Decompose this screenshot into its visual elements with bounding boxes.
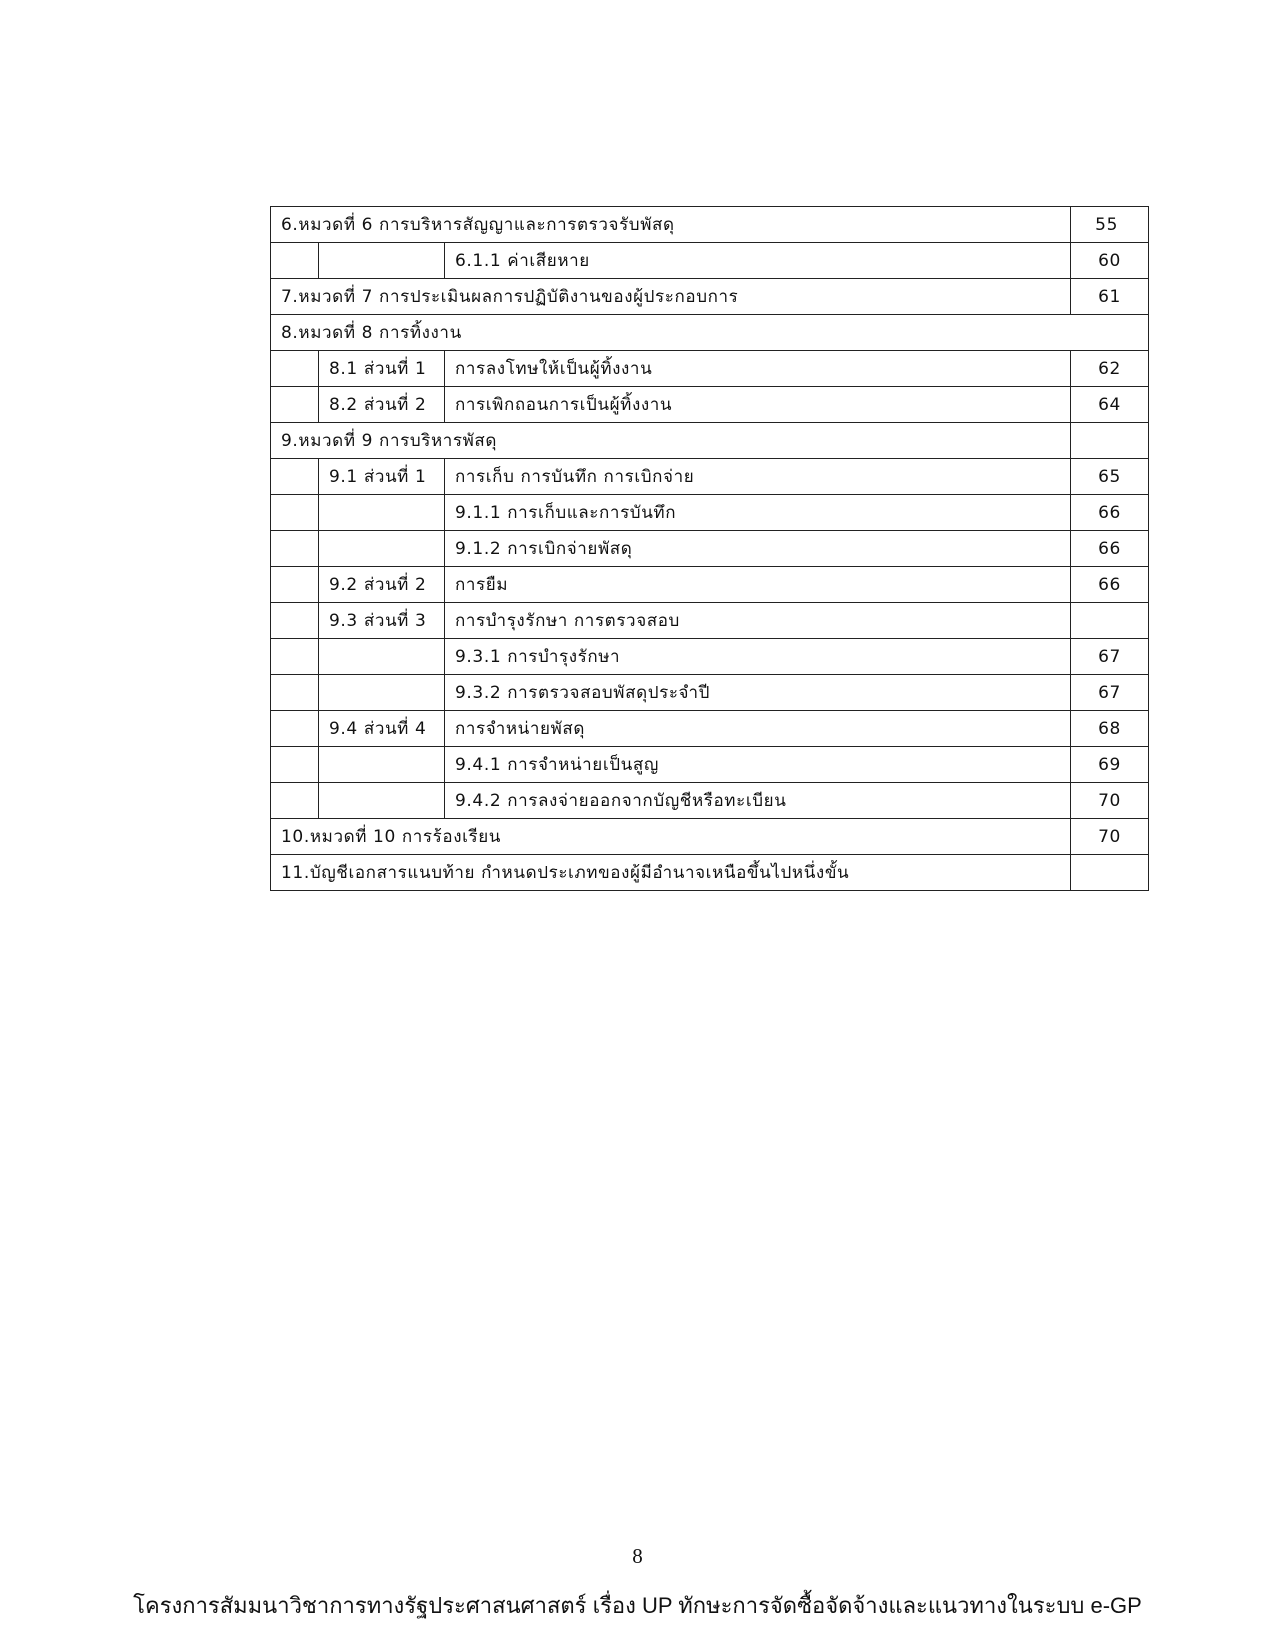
- toc-row: [271, 351, 1149, 387]
- indent-cell: [271, 603, 319, 639]
- page-ref: 67: [1071, 639, 1149, 675]
- indent-cell: [271, 675, 319, 711]
- toc-row: [271, 603, 1149, 639]
- entry-title: 9.4.2 การลงจ่ายออกจากบัญชีหรือทะเบียน: [445, 783, 1071, 819]
- toc-row: [271, 279, 1149, 315]
- part-cell: [319, 243, 445, 279]
- page-ref: 61: [1071, 279, 1149, 315]
- entry-title: 9.4.1 การจำหน่ายเป็นสูญ: [445, 747, 1071, 783]
- entry-title: การเพิกถอนการเป็นผู้ทิ้งงาน: [445, 387, 1071, 423]
- page-ref: [1071, 603, 1149, 639]
- toc-row: [271, 243, 1149, 279]
- page-ref: 68: [1071, 711, 1149, 747]
- entry-title: 9.1.1 การเก็บและการบันทึก: [445, 495, 1071, 531]
- indent-cell: [271, 711, 319, 747]
- entry-title: 9.3.1 การบำรุงรักษา: [445, 639, 1071, 675]
- toc-row: [271, 387, 1149, 423]
- page-ref: 55: [1071, 207, 1149, 243]
- chapter-title: 6.หมวดที่ 6 การบริหารสัญญาและการตรวจรับพัสดุ: [271, 207, 1071, 243]
- page-ref: 66: [1071, 531, 1149, 567]
- toc-row: [271, 675, 1149, 711]
- entry-title: การลงโทษให้เป็นผู้ทิ้งงาน: [445, 351, 1071, 387]
- chapter-title: 10.หมวดที่ 10 การร้องเรียน: [271, 819, 1071, 855]
- part-cell: [319, 675, 445, 711]
- indent-cell: [271, 459, 319, 495]
- toc-row: [271, 207, 1149, 243]
- entry-title: การจำหน่ายพัสดุ: [445, 711, 1071, 747]
- part-cell: [319, 531, 445, 567]
- part-label: 9.1 ส่วนที่ 1: [319, 459, 445, 495]
- toc-row: [271, 423, 1149, 459]
- page-ref: 66: [1071, 567, 1149, 603]
- toc-row: [271, 711, 1149, 747]
- toc-row: [271, 495, 1149, 531]
- page-ref: 66: [1071, 495, 1149, 531]
- indent-cell: [271, 495, 319, 531]
- toc-row: [271, 315, 1149, 351]
- indent-cell: [271, 243, 319, 279]
- toc-row: [271, 459, 1149, 495]
- page-ref: 67: [1071, 675, 1149, 711]
- page-ref: 70: [1071, 783, 1149, 819]
- page-ref: [1071, 855, 1149, 891]
- indent-cell: [271, 387, 319, 423]
- indent-cell: [271, 531, 319, 567]
- part-cell: [319, 639, 445, 675]
- toc-row: [271, 783, 1149, 819]
- page-ref: 65: [1071, 459, 1149, 495]
- entry-title: การยืม: [445, 567, 1071, 603]
- part-cell: [319, 783, 445, 819]
- entry-title: 9.1.2 การเบิกจ่ายพัสดุ: [445, 531, 1071, 567]
- part-label: 8.2 ส่วนที่ 2: [319, 387, 445, 423]
- entry-title: การบำรุงรักษา การตรวจสอบ: [445, 603, 1071, 639]
- page-ref: 69: [1071, 747, 1149, 783]
- toc-row: [271, 855, 1149, 891]
- page-ref: [1071, 423, 1149, 459]
- page-ref: 70: [1071, 819, 1149, 855]
- toc-row: [271, 819, 1149, 855]
- toc-row: [271, 567, 1149, 603]
- entry-title: 9.3.2 การตรวจสอบพัสดุประจำปี: [445, 675, 1071, 711]
- page-ref: 62: [1071, 351, 1149, 387]
- entry-title: การเก็บ การบันทึก การเบิกจ่าย: [445, 459, 1071, 495]
- chapter-title: 11.บัญชีเอกสารแนบท้าย กำหนดประเภทของผู้มีอำนาจเหนือขึ้นไปหนึ่งขั้น: [271, 855, 1071, 891]
- chapter-title: 7.หมวดที่ 7 การประเมินผลการปฏิบัติงานของผู้ประกอบการ: [271, 279, 1071, 315]
- toc-row: [271, 747, 1149, 783]
- toc-row: [271, 639, 1149, 675]
- part-label: 8.1 ส่วนที่ 1: [319, 351, 445, 387]
- page-ref: 64: [1071, 387, 1149, 423]
- entry-title: 6.1.1 ค่าเสียหาย: [445, 243, 1071, 279]
- part-label: 9.4 ส่วนที่ 4: [319, 711, 445, 747]
- part-label: 9.3 ส่วนที่ 3: [319, 603, 445, 639]
- indent-cell: [271, 567, 319, 603]
- part-label: 9.2 ส่วนที่ 2: [319, 567, 445, 603]
- indent-cell: [271, 639, 319, 675]
- indent-cell: [271, 747, 319, 783]
- part-cell: [319, 495, 445, 531]
- page-number: 8: [632, 1544, 643, 1568]
- part-cell: [319, 747, 445, 783]
- page-ref: 60: [1071, 243, 1149, 279]
- indent-cell: [271, 783, 319, 819]
- page-footer: โครงการสัมมนาวิชาการทางรัฐประศาสนศาสตร์ เรื่อง UP ทักษะการจัดซื้อจัดจ้างและแนวทางในระบบ e-GP: [133, 1593, 1142, 1618]
- indent-cell: [271, 351, 319, 387]
- chapter-title: 8.หมวดที่ 8 การทิ้งงาน: [271, 315, 1149, 351]
- toc-row: [271, 531, 1149, 567]
- toc-table: [270, 206, 1149, 891]
- chapter-title: 9.หมวดที่ 9 การบริหารพัสดุ: [271, 423, 1071, 459]
